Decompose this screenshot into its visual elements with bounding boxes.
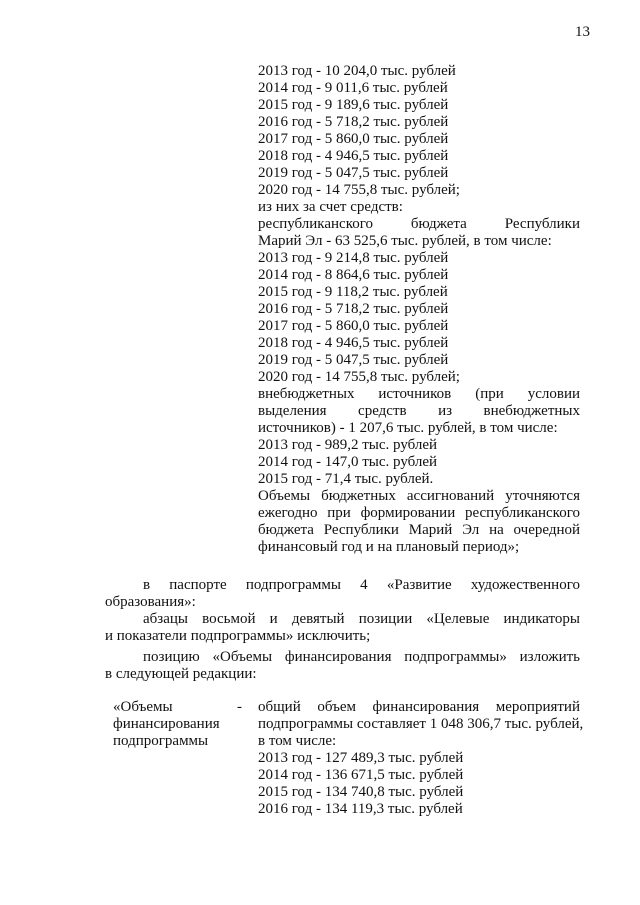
extrabudget-year-line: 2015 год - 71,4 тыс. рублей. [258,471,434,487]
funding-sources-intro: из них за счет средств: [258,199,403,215]
financing-year-line: 2020 год - 14 755,8 тыс. рублей; [258,182,460,198]
republican-year-line: 2014 год - 8 864,6 тыс. рублей [258,267,449,283]
financing-year-line: 2018 год - 4 946,5 тыс. рублей [258,148,449,164]
financing-year-line: 2014 год - 136 671,5 тыс. рублей [258,767,464,783]
financing-text-line: в том числе: [258,733,337,749]
republican-year-line: 2013 год - 9 214,8 тыс. рублей [258,250,449,266]
republican-year-line: 2020 год - 14 755,8 тыс. рублей; [258,369,460,385]
financing-year-line: 2017 год - 5 860,0 тыс. рублей [258,131,449,147]
extrabudget-line: источников) - 1 207,6 тыс. рублей, в том числе: [258,420,558,436]
paragraph-line: и показатели подпрограммы» исключить; [105,628,371,644]
page-number: 13 [575,24,590,40]
republican-year-line: 2018 год - 4 946,5 тыс. рублей [258,335,449,351]
republican-budget-line: Марий Эл - 63 525,6 тыс. рублей, в том числе: [258,233,552,249]
financing-year-line: 2014 год - 9 011,6 тыс. рублей [258,80,448,96]
note-line: бюджета Республики Марий Эл на очередной [258,522,580,538]
financing-text-line: общий объем финансирования мероприятий [258,699,580,715]
financing-year-line: 2016 год - 5 718,2 тыс. рублей [258,114,449,130]
extrabudget-line: выделения средств из внебюджетных [258,403,580,419]
republican-year-line: 2019 год - 5 047,5 тыс. рублей [258,352,449,368]
republican-year-line: 2015 год - 9 118,2 тыс. рублей [258,284,448,300]
label-dash: - [237,699,242,715]
republican-year-line: 2016 год - 5 718,2 тыс. рублей [258,301,449,317]
paragraph-line: абзацы восьмой и девятый позиции «Целевые индикаторы [143,611,580,627]
note-line: ежегодно при формировании республиканского [258,505,580,521]
note-line: Объемы бюджетных ассигнований уточняются [258,488,580,504]
paragraph-line: в паспорте подпрограммы 4 «Развитие художественного [143,577,580,593]
extrabudget-year-line: 2014 год - 147,0 тыс. рублей [258,454,438,470]
financing-year-line: 2013 год - 127 489,3 тыс. рублей [258,750,464,766]
financing-year-line: 2015 год - 9 189,6 тыс. рублей [258,97,449,113]
extrabudget-year-line: 2013 год - 989,2 тыс. рублей [258,437,438,453]
financing-label-line: «Объемы [113,699,173,715]
financing-year-line: 2016 год - 134 119,3 тыс. рублей [258,801,463,817]
financing-year-line: 2013 год - 10 204,0 тыс. рублей [258,63,456,79]
financing-year-line: 2019 год - 5 047,5 тыс. рублей [258,165,449,181]
extrabudget-line: внебюджетных источников (при условии [258,386,580,402]
paragraph-line: позицию «Объемы финансирования подпрограммы» изложить [143,649,580,665]
note-line: финансовый год и на плановый период»; [258,539,520,555]
republican-budget-line: республиканского бюджета Республики [258,216,580,232]
paragraph-line: образования»: [105,594,196,610]
republican-year-line: 2017 год - 5 860,0 тыс. рублей [258,318,449,334]
paragraph-line: в следующей редакции: [105,666,257,682]
financing-year-line: 2015 год - 134 740,8 тыс. рублей [258,784,464,800]
financing-label-line: подпрограммы [113,733,209,749]
financing-text-line: подпрограммы составляет 1 048 306,7 тыс. рублей, [258,716,584,732]
financing-label-line: финансирования [113,716,220,732]
